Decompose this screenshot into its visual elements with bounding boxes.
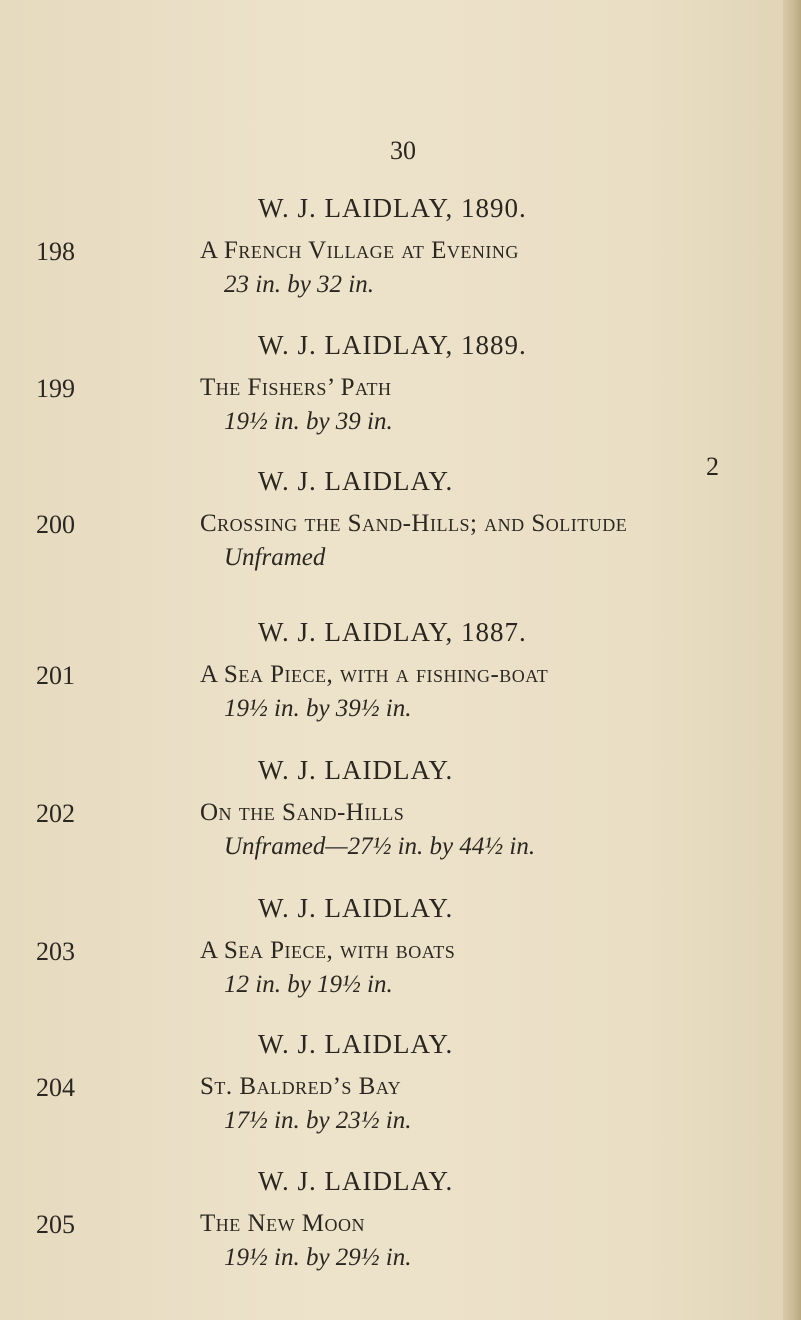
lot-number: 201 — [36, 661, 75, 690]
page-number: 30 — [390, 136, 416, 165]
lot-entry — [0, 755, 801, 885]
lot-number: 205 — [36, 1210, 75, 1239]
lot-dimensions: 17½ in. by 23½ in. — [224, 1107, 412, 1134]
lot-title: The Fishers’ Path — [200, 374, 392, 401]
lot-entry — [0, 193, 801, 323]
lot-number: 199 — [36, 374, 75, 403]
lot-number: 204 — [36, 1073, 75, 1102]
lot-entry — [0, 466, 801, 596]
lot-dimensions: Unframed — [224, 544, 326, 571]
lot-artist: W. J. LAIDLAY, 1890. — [258, 193, 527, 223]
lot-title: A Sea Piece, with a fishing-boat — [200, 661, 549, 688]
lot-artist: W. J. LAIDLAY. — [258, 755, 454, 785]
lot-artist: W. J. LAIDLAY. — [258, 1166, 454, 1196]
lot-title: A French Village at Evening — [200, 237, 519, 264]
lot-entry — [0, 1166, 801, 1296]
lot-dimensions: 23 in. by 32 in. — [224, 271, 374, 298]
lot-title: The New Moon — [200, 1210, 366, 1237]
lot-dimensions: Unframed—27½ in. by 44½ in. — [224, 833, 536, 860]
margin-mark: 2 — [706, 452, 719, 481]
lot-number: 198 — [36, 237, 75, 266]
lot-title: A Sea Piece, with boats — [200, 937, 456, 964]
lot-title: On the Sand-Hills — [200, 799, 405, 826]
lot-entry — [0, 893, 801, 1023]
lot-artist: W. J. LAIDLAY, 1887. — [258, 617, 527, 647]
lot-artist: W. J. LAIDLAY. — [258, 1029, 454, 1059]
lot-dimensions: 12 in. by 19½ in. — [224, 971, 393, 998]
lot-number: 200 — [36, 510, 75, 539]
lot-title: St. Baldred’s Bay — [200, 1073, 402, 1100]
lot-number: 202 — [36, 799, 75, 828]
lot-entry — [0, 1029, 801, 1159]
lot-artist: W. J. LAIDLAY, 1889. — [258, 330, 527, 360]
lot-artist: W. J. LAIDLAY. — [258, 466, 454, 496]
lot-dimensions: 19½ in. by 39½ in. — [224, 695, 412, 722]
lot-artist: W. J. LAIDLAY. — [258, 893, 454, 923]
lot-entry — [0, 330, 801, 460]
lot-title: Crossing the Sand-Hills; and Solitude — [200, 510, 628, 537]
lot-dimensions: 19½ in. by 29½ in. — [224, 1244, 412, 1271]
lot-entry — [0, 617, 801, 747]
lot-number: 203 — [36, 937, 75, 966]
lot-dimensions: 19½ in. by 39 in. — [224, 408, 393, 435]
